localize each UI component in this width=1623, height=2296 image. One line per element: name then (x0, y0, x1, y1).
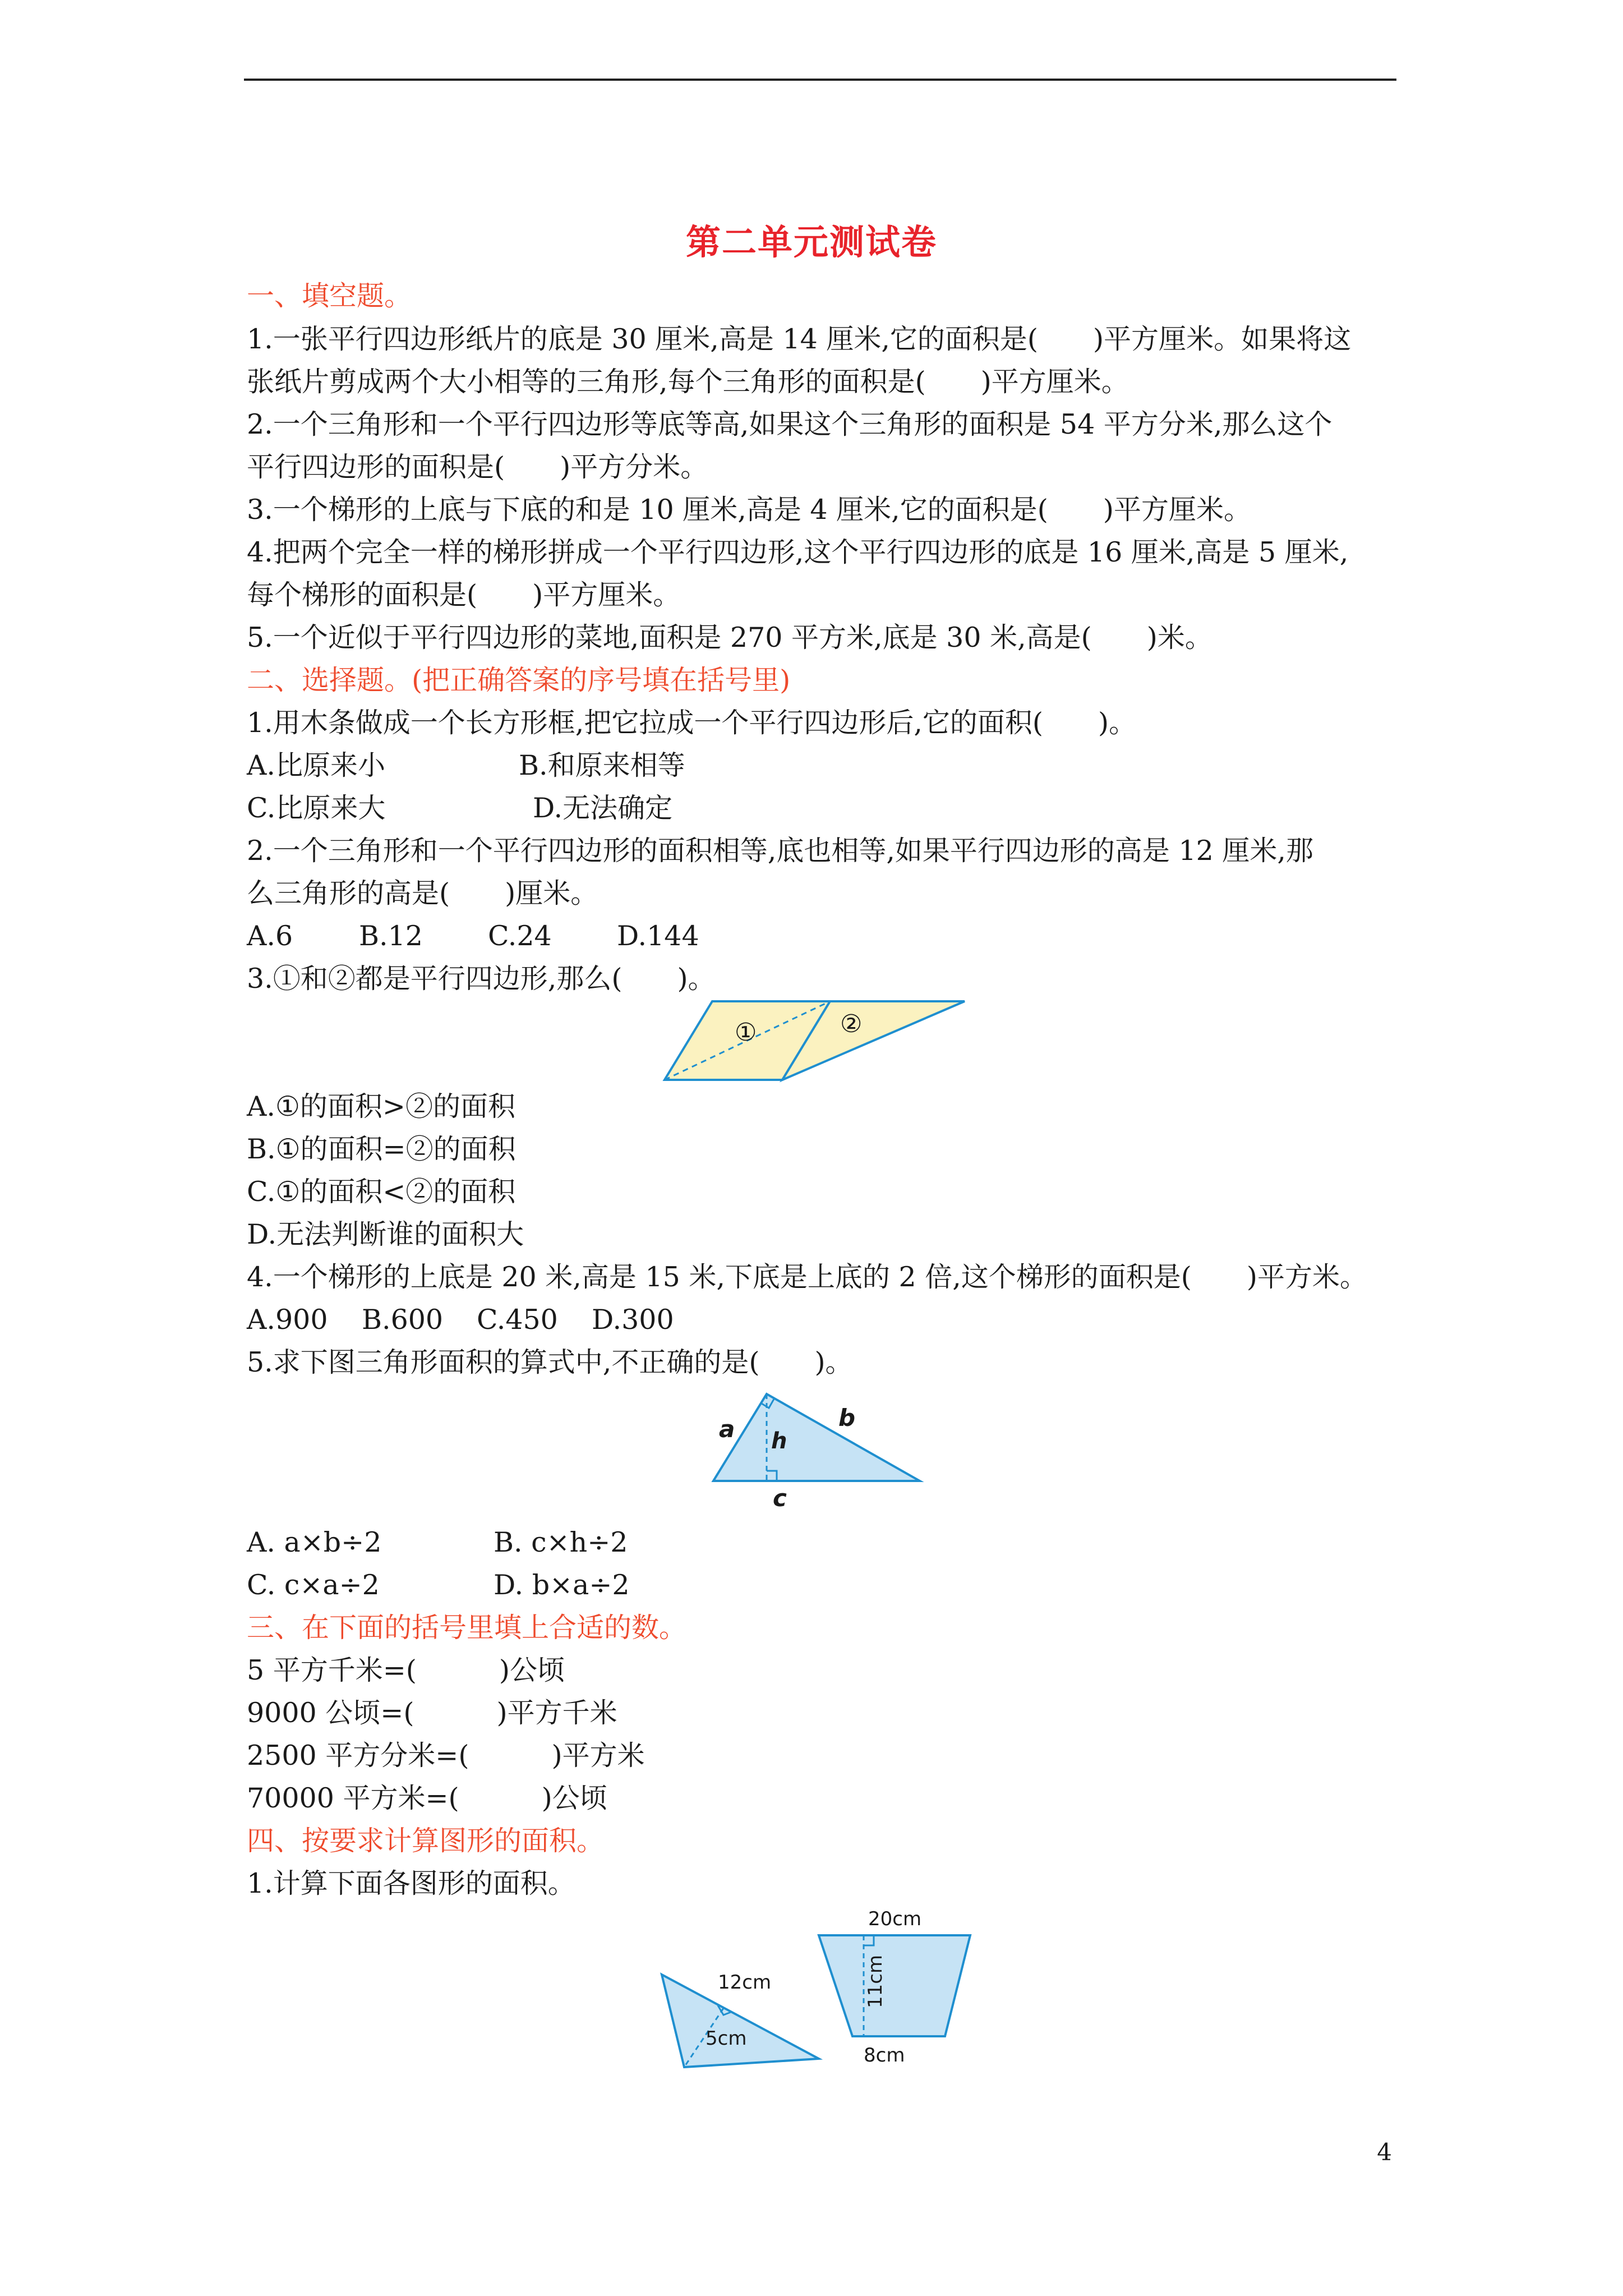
s4-q1: 1.计算下面各图形的面积。 (247, 1867, 575, 1899)
s1-q3: 3.一个梯形的上底与下底的和是 10 厘米,高是 4 厘米,它的面积是( )平方厘米。 (247, 494, 1251, 526)
s2-q5: 5.求下图三角形面积的算式中,不正确的是( )。 (247, 1346, 853, 1378)
s2-q1: 1.用木条做成一个长方形框,把它拉成一个平行四边形后,它的面积( )。 (247, 707, 1137, 739)
area-figures (651, 1896, 987, 2076)
section-2-heading: 二、选择题。(把正确答案的序号填在括号里) (247, 664, 791, 696)
s2-q2-option-a: A.6 (247, 920, 293, 952)
s2-q2-line2: 么三角形的高是( )厘米。 (247, 877, 598, 909)
s3-line-3: 2500 平方分米=( )平方米 (247, 1740, 645, 1772)
s2-q5-option-c: C. c×a÷2 (247, 1569, 380, 1601)
trapezoid-shape (819, 1935, 970, 2036)
s2-q5-option-b: B. c×h÷2 (494, 1526, 628, 1558)
s2-q5-option-d: D. b×a÷2 (494, 1569, 630, 1601)
section-3-heading: 三、在下面的括号里填上合适的数。 (247, 1612, 687, 1644)
trap-bottom-label: 8cm (864, 2044, 905, 2067)
s1-q4-line2: 每个梯形的面积是( )平方厘米。 (247, 579, 681, 611)
s1-q1-line1: 1.一张平行四边形纸片的底是 30 厘米,高是 14 厘米,它的面积是( )平方厘米。如果将这 (247, 323, 1352, 355)
s2-q5-option-a: A. a×b÷2 (247, 1526, 382, 1558)
s2-q3-option-c: C.①的面积<②的面积 (247, 1176, 516, 1208)
label-h: h (771, 1428, 787, 1454)
s2-q3-option-d: D.无法判断谁的面积大 (247, 1218, 524, 1250)
s2-q4: 4.一个梯形的上底是 20 米,高是 15 米,下底是上底的 2 倍,这个梯形的面积是( )平方米。 (247, 1261, 1368, 1293)
s1-q5: 5.一个近似于平行四边形的菜地,面积是 270 平方米,底是 30 米,高是( )米。 (247, 622, 1212, 654)
s2-q1-option-c: C.比原来大 (247, 792, 386, 824)
s3-line-2: 9000 公顷=( )平方千米 (247, 1697, 617, 1729)
s2-q3-option-b: B.①的面积=②的面积 (247, 1133, 516, 1165)
triangle-shape (713, 1394, 920, 1481)
page-title: 第二单元测试卷 (685, 222, 937, 263)
s1-q1-line2: 张纸片剪成两个大小相等的三角形,每个三角形的面积是( )平方厘米。 (247, 366, 1129, 398)
s1-q2-line2: 平行四边形的面积是( )平方分米。 (247, 451, 708, 483)
s2-q2-option-d: D.144 (617, 920, 699, 952)
s2-q3-option-a: A.①的面积>②的面积 (247, 1091, 515, 1122)
s2-q4-option-b: B.600 (362, 1304, 444, 1336)
s2-q1-option-a: A.比原来小 (247, 749, 385, 781)
s2-q2-line1: 2.一个三角形和一个平行四边形的面积相等,底也相等,如果平行四边形的高是 12 厘米,那 (247, 835, 1313, 867)
s3-line-4: 70000 平方米=( )公顷 (247, 1782, 607, 1814)
s2-q3: 3.①和②都是平行四边形,那么( )。 (247, 963, 716, 995)
s2-q1-option-b: B.和原来相等 (519, 749, 685, 781)
label-a: a (719, 1415, 735, 1443)
s2-q2-option-c: C.24 (488, 920, 552, 952)
page-number: 4 (1377, 2138, 1392, 2166)
s1-q4-line1: 4.把两个完全一样的梯形拼成一个平行四边形,这个平行四边形的底是 16 厘米,高是 5 厘米, (247, 536, 1349, 568)
tri-base-label: 12cm (718, 1971, 772, 1994)
label-b: b (838, 1404, 856, 1432)
s2-q4-option-c: C.450 (477, 1304, 558, 1336)
label-2: ② (840, 1010, 863, 1038)
label-c: c (773, 1484, 787, 1512)
tri-height-label: 5cm (706, 2027, 747, 2050)
s1-q2-line1: 2.一个三角形和一个平行四边形等底等高,如果这个三角形的面积是 54 平方分米,那么这个 (247, 408, 1332, 440)
section-4-heading: 四、按要求计算图形的面积。 (247, 1825, 605, 1857)
s3-line-1: 5 平方千米=( )公顷 (247, 1654, 565, 1686)
header-rule (244, 79, 1396, 81)
s2-q1-option-d: D.无法确定 (533, 792, 673, 824)
triangle-figure (695, 1386, 942, 1515)
label-1: ① (735, 1018, 757, 1047)
trap-height-label: 11cm (864, 1954, 887, 2008)
s2-q4-option-d: D.300 (592, 1304, 674, 1336)
parallelogram-figure (651, 993, 976, 1094)
section-1-heading: 一、填空题。 (247, 280, 412, 312)
trap-top-label: 20cm (868, 1908, 922, 1930)
s2-q4-option-a: A.900 (247, 1304, 328, 1336)
s2-q2-option-b: B.12 (359, 920, 423, 952)
